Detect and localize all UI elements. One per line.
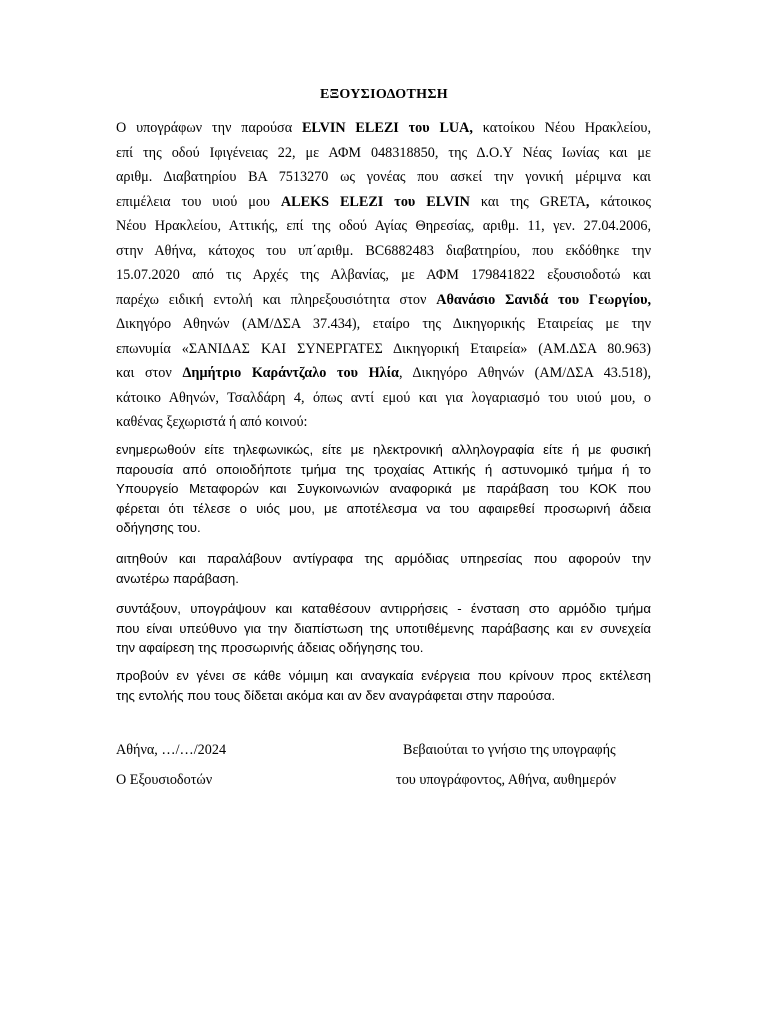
para-line: ανωτέρω παράβαση.	[116, 570, 239, 586]
para-line: Υπουργείο Μεταφορών και Συγκοινωνιών αναφορικά με παράβαση του ΚΟΚ που	[116, 481, 651, 496]
para-line: αιτηθούν και παραλάβουν αντίγραφα της αρμόδιας υπηρεσίας που αφορούν την	[116, 551, 651, 566]
text: και της GRETA	[469, 193, 586, 210]
text: κάτοικος	[589, 193, 652, 210]
para-line: παρουσία από οποιοδήποτε τμήμα της τροχαίας Αττικής ή αστυνομικό τμήμα ή το	[116, 461, 651, 477]
para-line: οδήγησης του.	[116, 520, 201, 535]
para-line: ενημερωθούν είτε τηλεφωνικώς, είτε με ηλεκτρονική αλληλογραφία είτε ή με φυσική	[116, 442, 651, 457]
intro-line	[116, 288, 651, 313]
text: και στον	[116, 365, 183, 381]
mandate-item-objections	[116, 599, 651, 658]
intro-line: αριθμ. Διαβατηρίου ΒΑ 7513270 ως γονέας που ασκεί την γονική μέριμνα και	[116, 169, 651, 185]
text: κατοίκου Νέου Ηρακλείου,	[472, 120, 651, 136]
grantor-name: ELVIN ELEZI του LUA,	[301, 120, 473, 136]
para-line: προβούν εν γένει σε κάθε νόμιμη και αναγκαία ενέργεια που κρίνουν προς εκτέλεση	[116, 668, 651, 683]
intro-line: Νέου Ηρακλείου, Αττικής, επί της οδού Αγίας Θηρεσίας, αριθμ. 11, γεν. 27.04.2006,	[116, 218, 651, 234]
intro-line: κάτοικο Αθηνών, Τσαλδάρη 4, όπως αντί εμού και για λογαριασμό του υιού μου, ο	[116, 389, 651, 406]
intro-line: Δικηγόρο Αθηνών (ΑΜ/ΔΣΑ 37.434), εταίρο της Δικηγορικής Εταιρείας με την	[116, 316, 651, 332]
para-line: την αφαίρεση της προσωρινής άδειας οδήγησης του.	[116, 640, 424, 655]
text: , Δικηγόρο Αθηνών (ΑΜ/ΔΣΑ 43.518),	[398, 365, 651, 381]
para-line: που είναι υπεύθυνο για την διαπίστωση της υποτιθέμενης παράβασης και εν συνεχεία	[116, 620, 651, 636]
intro-line: επί της οδού Ιφιγένειας 22, με ΑΦΜ 048318850, της Δ.Ο.Υ Νέας Ιωνίας και με	[116, 144, 651, 161]
lawyer-2-name: Δημήτριο Καράντζαλο του Ηλία	[182, 365, 399, 381]
text: Ο υπογράφων την παρούσα	[116, 120, 302, 136]
text: ,	[585, 193, 590, 210]
date-line: Αθήνα, …/…/2024	[116, 742, 227, 758]
para-line: συντάξουν, υπογράψουν και καταθέσουν αντιρρήσεις - ένσταση στο αρμόδιο τμήμα	[116, 601, 651, 616]
mandate-item-request-copies	[116, 549, 651, 588]
intro-line	[116, 190, 651, 215]
intro-line: στην Αθήνα, κάτοχος του υπ΄αριθμ. BC6882483 διαβατηρίου, που εκδόθηκε την	[116, 242, 651, 259]
mandate-item-inform	[116, 440, 651, 538]
para-line: της εντολής που τους δίδεται ακόμα και αν δεν αναγράφεται στην παρούσα.	[116, 687, 555, 703]
certification-line-1: Βεβαιούται το γνήσιο της υπογραφής	[403, 742, 616, 758]
intro-line: καθένας ξεχωριστά ή από κοινού:	[116, 414, 308, 430]
intro-paragraph	[116, 116, 651, 435]
certification-line-2: του υπογράφοντος, Αθήνα, αυθημερόν	[396, 772, 617, 788]
intro-line	[116, 361, 651, 386]
document-title: ΕΞΟΥΣΙΟΔΟΤΗΣΗ	[320, 87, 448, 102]
grantor-signature-label: Ο Εξουσιοδοτών	[116, 772, 213, 788]
para-line: φέρεται ότι τέλεσε ο υιός μου, με αποτέλεσμα να του αφαιρεθεί προσωρινή άδεια	[116, 500, 651, 516]
intro-line	[116, 116, 651, 141]
intro-line: επωνυμία «ΣΑΝΙΔΑΣ ΚΑΙ ΣΥΝΕΡΓΑΤΕΣ Δικηγορική Εταιρεία» (ΑΜ.ΔΣΑ 80.963)	[116, 340, 651, 357]
text: επιμέλεια του υιού μου	[116, 193, 281, 210]
son-name: ALEKS ELEZI του ELVIN	[280, 193, 470, 210]
mandate-item-general-action	[116, 666, 651, 705]
intro-line: 15.07.2020 από τις Αρχές της Αλβανίας, με ΑΦΜ 179841822 εξουσιοδοτώ και	[116, 267, 651, 283]
text: παρέχω ειδική εντολή και πληρεξουσιότητα στον	[116, 291, 437, 308]
lawyer-1-name: Αθανάσιο Σανιδά του Γεωργίου,	[436, 291, 651, 308]
